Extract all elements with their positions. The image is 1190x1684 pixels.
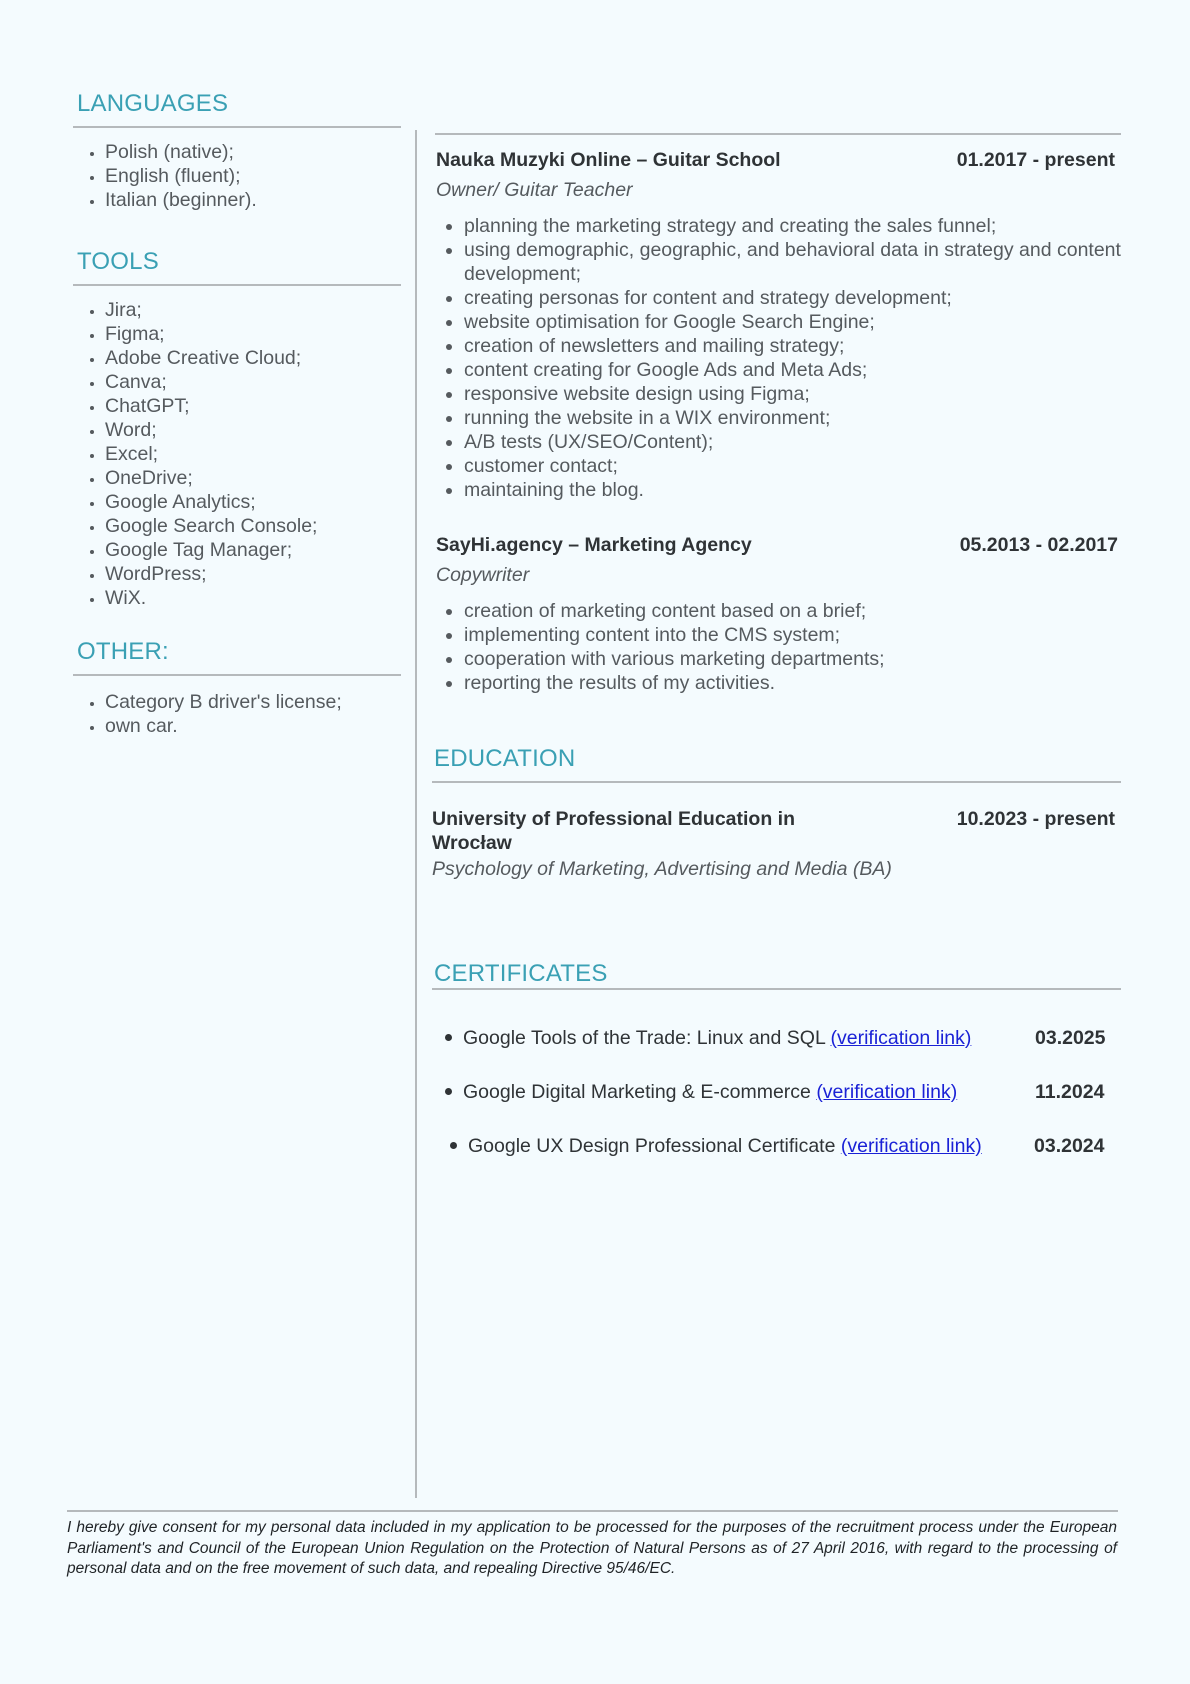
duty-item: • content creating for Google Ads and Meta Ads; <box>464 358 1121 382</box>
tool-item: • WordPress; <box>105 562 401 586</box>
experience-section <box>432 133 1121 695</box>
duty-item: • implementing content into the CMS system; <box>464 623 1121 647</box>
job-role: Owner/ Guitar Teacher <box>436 179 633 201</box>
job-entry <box>432 534 1121 695</box>
certificate-name: Google UX Design Professional Certificate <box>468 1135 836 1157</box>
left-column <box>73 90 401 738</box>
tool-item: • Excel; <box>105 442 401 466</box>
duty-item: • maintaining the blog. <box>464 478 1121 502</box>
certificate-date: 03.2025 <box>1035 1027 1106 1049</box>
duty-item: • website optimisation for Google Search Engine; <box>464 310 1121 334</box>
certificate-name: Google Tools of the Trade: Linux and SQL <box>463 1027 826 1049</box>
bullet-icon <box>445 1034 452 1041</box>
job-dates: 05.2013 - 02.2017 <box>959 534 1118 556</box>
bullet-icon <box>450 1142 457 1149</box>
tool-item: • WiX. <box>105 586 401 610</box>
duty-item: • running the website in a WIX environment; <box>464 406 1121 430</box>
certificate-date: 11.2024 <box>1035 1081 1105 1103</box>
languages-list <box>73 140 401 212</box>
certificates-heading: CERTIFICATES <box>434 960 608 987</box>
footer-divider <box>67 1510 1118 1512</box>
tool-item: • Google Tag Manager; <box>105 538 401 562</box>
experience-divider <box>435 133 1121 135</box>
other-item: • Category B driver's license; <box>105 690 401 714</box>
education-header <box>432 807 1121 855</box>
certificates-divider <box>432 988 1121 990</box>
tools-heading: TOOLS <box>77 248 159 275</box>
duty-item: • creation of marketing content based on a brief; <box>464 599 1121 623</box>
other-section <box>73 638 401 738</box>
duties-list <box>432 599 1121 695</box>
languages-section <box>73 90 401 212</box>
job-header <box>432 534 1121 562</box>
other-list <box>73 690 401 738</box>
tool-item: • Figma; <box>105 322 401 346</box>
duty-item: • responsive website design using Figma; <box>464 382 1121 406</box>
verification-link[interactable]: (verification link) <box>840 1135 982 1157</box>
tool-item: • Word; <box>105 418 401 442</box>
other-item: • own car. <box>105 714 401 738</box>
certificates-section <box>432 960 1121 990</box>
job-role: Copywriter <box>436 564 530 586</box>
tool-item: • Google Search Console; <box>105 514 401 538</box>
language-item: • Italian (beginner). <box>105 188 401 212</box>
job-header <box>432 149 1121 177</box>
tool-item: • Google Analytics; <box>105 490 401 514</box>
tools-list <box>73 298 401 610</box>
tool-item: • Canva; <box>105 370 401 394</box>
tools-divider <box>73 284 401 286</box>
job-organization: Nauka Muzyki Online – Guitar School <box>436 149 781 171</box>
bullet-icon <box>445 1088 452 1095</box>
verification-link[interactable]: (verification link) <box>830 1027 972 1049</box>
tool-item: • OneDrive; <box>105 466 401 490</box>
language-item: • English (fluent); <box>105 164 401 188</box>
job-dates: 01.2017 - present <box>956 149 1115 171</box>
verification-link[interactable]: (verification link) <box>816 1081 958 1103</box>
certificate-item <box>445 1081 957 1104</box>
certificate-name: Google Digital Marketing & E-commerce <box>463 1081 811 1103</box>
tool-item: • ChatGPT; <box>105 394 401 418</box>
column-divider <box>415 130 417 1498</box>
other-heading: OTHER: <box>77 638 169 665</box>
consent-clause: I hereby give consent for my personal data included in my application to be processed for the purposes of the recruitment process under the European Parliament's and Council of the European Union Regulation on the Protection of Natural Persons as of 27 April 2016, with regard to the processing of personal data and on the free movement of such data, and repealing Directive 95/46/EC. <box>67 1519 1117 1577</box>
certificate-item <box>450 1135 982 1158</box>
education-heading: EDUCATION <box>434 745 576 772</box>
other-divider <box>73 674 401 676</box>
job-entry <box>432 149 1121 502</box>
tools-section <box>73 248 401 610</box>
duty-item: • planning the marketing strategy and creating the sales funnel; <box>464 214 1121 238</box>
duty-item: • customer contact; <box>464 454 1121 478</box>
duty-item: • cooperation with various marketing departments; <box>464 647 1121 671</box>
education-institution: University of Professional Education in Wrocław <box>432 808 795 854</box>
languages-heading: LANGUAGES <box>77 90 229 117</box>
education-dates: 10.2023 - present <box>956 808 1115 830</box>
language-item: • Polish (native); <box>105 140 401 164</box>
education-section <box>432 745 1121 881</box>
duty-item: • reporting the results of my activities. <box>464 671 1121 695</box>
duty-item: • creation of newsletters and mailing strategy; <box>464 334 1121 358</box>
certificate-item <box>445 1027 971 1050</box>
education-divider <box>432 781 1121 783</box>
duty-item: • creating personas for content and strategy development; <box>464 286 1121 310</box>
duties-list <box>432 214 1121 502</box>
duty-item: • using demographic, geographic, and behavioral data in strategy and content development; <box>464 238 1121 286</box>
job-organization: SayHi.agency – Marketing Agency <box>436 534 752 556</box>
education-field: Psychology of Marketing, Advertising and Media (BA) <box>432 858 892 880</box>
languages-divider <box>73 126 401 128</box>
certificate-date: 03.2024 <box>1034 1135 1105 1157</box>
tool-item: • Jira; <box>105 298 401 322</box>
duty-item: • A/B tests (UX/SEO/Content); <box>464 430 1121 454</box>
tool-item: • Adobe Creative Cloud; <box>105 346 401 370</box>
